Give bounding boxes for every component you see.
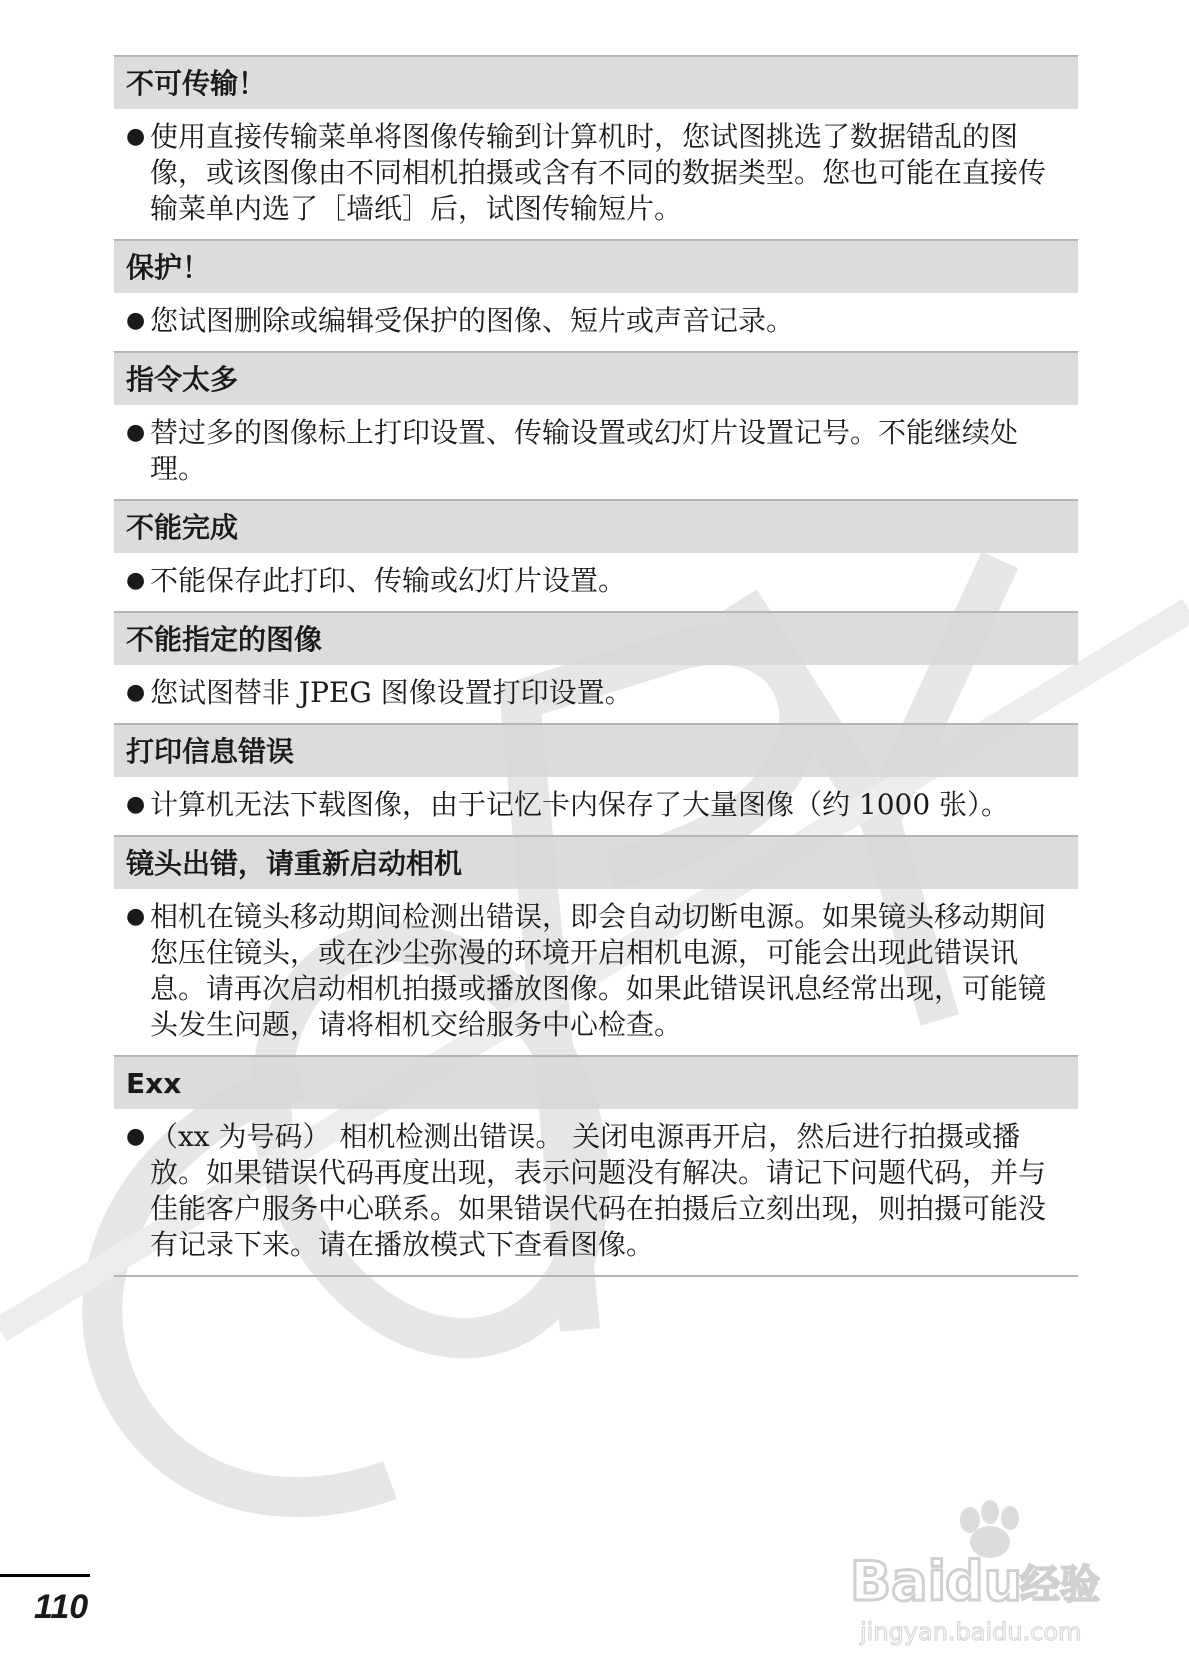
entry-title: Exx: [114, 1055, 1078, 1109]
entry-description: [126, 675, 1066, 711]
entry-text: 不能保存此打印、传输或幻灯片设置。: [150, 564, 627, 597]
entry-text: 您试图删除或编辑受保护的图像、短片或声音记录。: [150, 304, 795, 337]
bullet-icon: ●: [126, 568, 146, 593]
entry-too-many-marks: [114, 351, 1078, 499]
entry-cannot-complete: [114, 499, 1078, 611]
svg-text:Bai: Bai: [850, 1550, 947, 1613]
entry-text: 您试图替非 JPEG 图像设置打印设置。: [150, 676, 633, 709]
entry-title: 不可传输！: [114, 55, 1078, 109]
entry-cannot-transfer: [114, 55, 1078, 239]
entry-text: （xx 为号码） 相机检测出错误。 关闭电源再开启，然后进行拍摄或播放。如果错误代码再度出现，表示问题没有解决。请记下问题代码，并与佳能客户服务中心联系。如果错误代码在拍摄后立刻出现，则拍摄可能没有记录下来。请在播放模式下查看图像。: [150, 1120, 1047, 1261]
entry-title: 不能完成: [114, 499, 1078, 553]
entry-text: 替过多的图像标上打印设置、传输设置或幻灯片设置记号。不能继续处理。: [150, 416, 1019, 485]
entry-title: 保护！: [114, 239, 1078, 293]
entry-unselectable-image: [114, 611, 1078, 723]
entry-text: 计算机无法下载图像，由于记忆卡内保存了大量图像（约 1000 张）。: [150, 788, 1010, 821]
svg-text:du: du: [945, 1550, 1023, 1613]
bullet-icon: ●: [126, 124, 146, 149]
entry-title: 打印信息错误: [114, 723, 1078, 777]
bullet-icon: ●: [126, 680, 146, 705]
entry-exx: [114, 1055, 1078, 1275]
entry-description: [126, 415, 1066, 487]
entry-lens-error: [114, 835, 1078, 1055]
page-number-rule: [0, 1574, 90, 1577]
page-number: 110: [34, 1588, 89, 1626]
entry-print-info-error: [114, 723, 1078, 835]
table-end-rule: [114, 1275, 1078, 1277]
entry-description: [126, 119, 1066, 227]
bullet-icon: ●: [126, 904, 146, 929]
entry-title: 镜头出错，请重新启动相机: [114, 835, 1078, 889]
entry-protected: [114, 239, 1078, 351]
entry-description: [126, 1119, 1066, 1263]
baidu-jingyan-logo: [840, 1500, 1140, 1660]
entry-description: [126, 899, 1066, 1043]
entry-text: 相机在镜头移动期间检测出错误，即会自动切断电源。如果镜头移动期间您压住镜头，或在沙尘弥漫的环境开启相机电源，可能会出现此错误讯息。请再次启动相机拍摄或播放图像。如果此错误讯息经常出现，可能镜头发生问题，请将相机交给服务中心检查。: [150, 900, 1047, 1041]
entry-description: [126, 303, 1066, 339]
bullet-icon: ●: [126, 308, 146, 333]
bullet-icon: ●: [126, 420, 146, 445]
entry-description: [126, 563, 1066, 599]
svg-text:经验: 经验: [1020, 1562, 1100, 1608]
entry-text: 使用直接传输菜单将图像传输到计算机时，您试图挑选了数据错乱的图像，或该图像由不同相机拍摄或含有不同的数据类型。您也可能在直接传输菜单内选了［墙纸］后，试图传输短片。: [150, 120, 1047, 225]
svg-text:jingyan.baidu.com: jingyan.baidu.com: [860, 1618, 1082, 1646]
entry-title: 指令太多: [114, 351, 1078, 405]
bullet-icon: ●: [126, 1124, 146, 1149]
entry-description: [126, 787, 1066, 823]
entry-title: 不能指定的图像: [114, 611, 1078, 665]
bullet-icon: ●: [126, 792, 146, 817]
error-message-list: [114, 55, 1078, 1277]
